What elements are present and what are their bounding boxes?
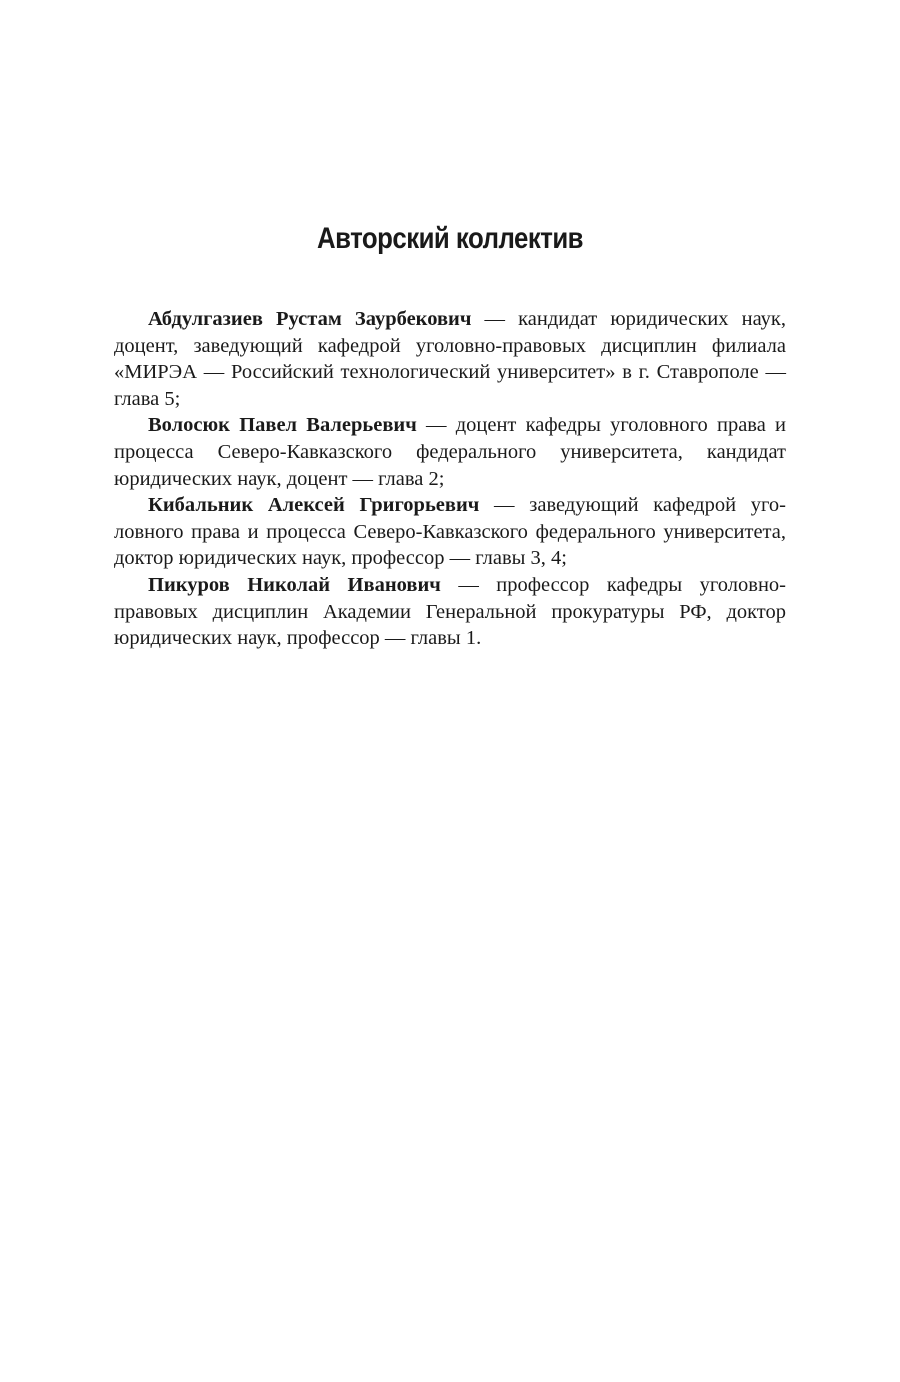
author-description: — заведующий кафедрой уголовного права и процесса Северо-Кавказского федерального университета, доктор юридических наук, профессор — главы 3, 4; — [114, 494, 786, 570]
author-entry — [114, 412, 786, 492]
author-name: Пикуров Николай Иванович — [148, 573, 441, 596]
page — [114, 222, 786, 652]
author-name: Абдулгазиев Рустам Заурбекович — [148, 308, 472, 330]
author-description: — кандидат юридических наук, доцент, заведующий кафедрой уголовно-правовых дисциплин филиала «МИРЭА — Российский технологический университет» в г. Ставрополе — глава 5; — [114, 308, 786, 410]
author-description: — доцент кафедры уголовного права и процесса Северо-Кавказского федерального университета, кандидат юридических наук, доцент — глава 2; — [114, 414, 786, 490]
author-entry — [114, 492, 786, 572]
author-description: — профессор кафедры уголовно-правовых дисциплин Академии Генеральной прокуратуры РФ, доктор юридических наук, профессор — главы 1. — [114, 573, 786, 650]
author-name: Кибальник Алексей Григорьевич — [148, 494, 480, 517]
page-title: Авторский коллектив — [316, 222, 584, 255]
author-entry — [114, 306, 786, 412]
author-name: Волосюк Павел Валерьевич — [148, 414, 417, 437]
author-entry — [114, 572, 786, 652]
